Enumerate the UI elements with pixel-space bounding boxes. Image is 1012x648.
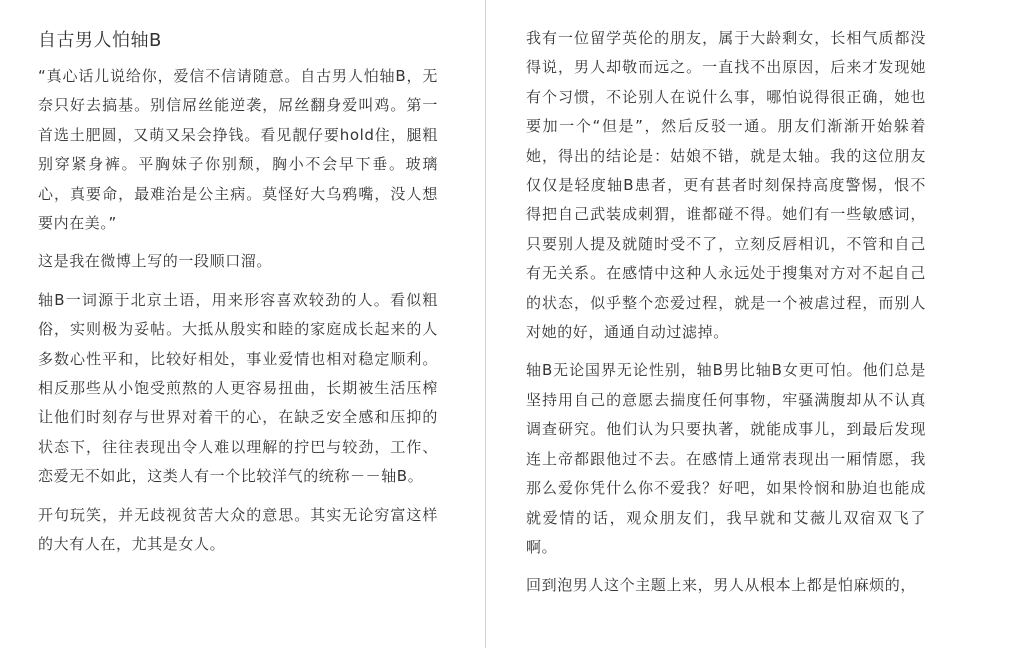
article-title: 自古男人怕轴B	[38, 30, 162, 51]
paragraph-4: 开句玩笑，并无歧视贫苦大众的意思。其实无论穷富这样的大有人在，尤其是女人。	[38, 505, 438, 554]
paragraph-2: 这是我在微博上写的一段顺口溜。	[38, 252, 273, 271]
paragraph-1: “真心话儿说给你，爱信不信请随意。自古男人怕轴B，无奈只好去搞基。别信屌丝能逆袭，屌丝翻身爱叫鸡。第一首选土肥圆，又萌又呆会挣钱。看见靓仔要hold住，腿粗别穿紧身裤。平胸妹子你别颓，胸小不会早下垂。玻璃心，真要命，最难治是公主病。莫怪好大乌鸦嘴，没人想要内在美。”	[38, 67, 438, 233]
paragraph-6: 轴B无论国界无论性别，轴B男比轴B女更可怕。他们总是坚持用自己的意愿去揣度任何事物，牢骚满腹却从不认真调查研究。他们认为只要执著，就能成事儿，到最后发现连上帝都跟他过不去。在感情上通常表现出一厢情愿，我那么爱你凭什么你不爱我？好吧，如果怜悯和胁迫也能成就爱情的话，观众朋友们，我早就和艾薇儿双宿双飞了啊。	[526, 361, 926, 556]
right-page	[526, 0, 926, 648]
paragraph-3: 轴B一词源于北京土语，用来形容喜欢较劲的人。看似粗俗，实则极为妥帖。大抵从殷实和睦的家庭成长起来的人多数心性平和，比较好相处，事业爱情也相对稳定顺利。相反那些从小饱受煎熬的人更容易扭曲，长期被生活压榨让他们时刻存与世界对着干的心，在缺乏安全感和压抑的状态下，往往表现出令人难以理解的拧巴与较劲，工作、恋爱无不如此，这类人有一个比较洋气的统称－－轴B。	[38, 290, 438, 486]
page-divider	[485, 0, 486, 648]
paragraph-7: 回到泡男人这个主题上来，男人从根本上都是怕麻烦的，	[526, 576, 917, 595]
paragraph-5: 我有一位留学英伦的朋友，属于大龄剩女，长相气质都没得说，男人却敬而远之。一直找不出原因，后来才发现她有个习惯，不论别人在说什么事，哪怕说得很正确，她也要加一个“但是”，然后反驳一通。朋友们渐渐开始躲着她，得出的结论是：姑娘不错，就是太轴。我的这位朋友仅仅是轻度轴B患者，更有甚者时刻保持高度警惕，恨不得把自己武装成刺猬，谁都碰不得。她们有一些敏感词，只要别人提及就随时受不了，立刻反唇相讥，不管和自己有无关系。在感情中这种人永远处于搜集对方对不起自己的状态，似乎整个恋爱过程，就是一个被虐过程，而别人对她的好，通通自动过滤掉。	[526, 29, 926, 342]
left-page	[38, 0, 438, 648]
